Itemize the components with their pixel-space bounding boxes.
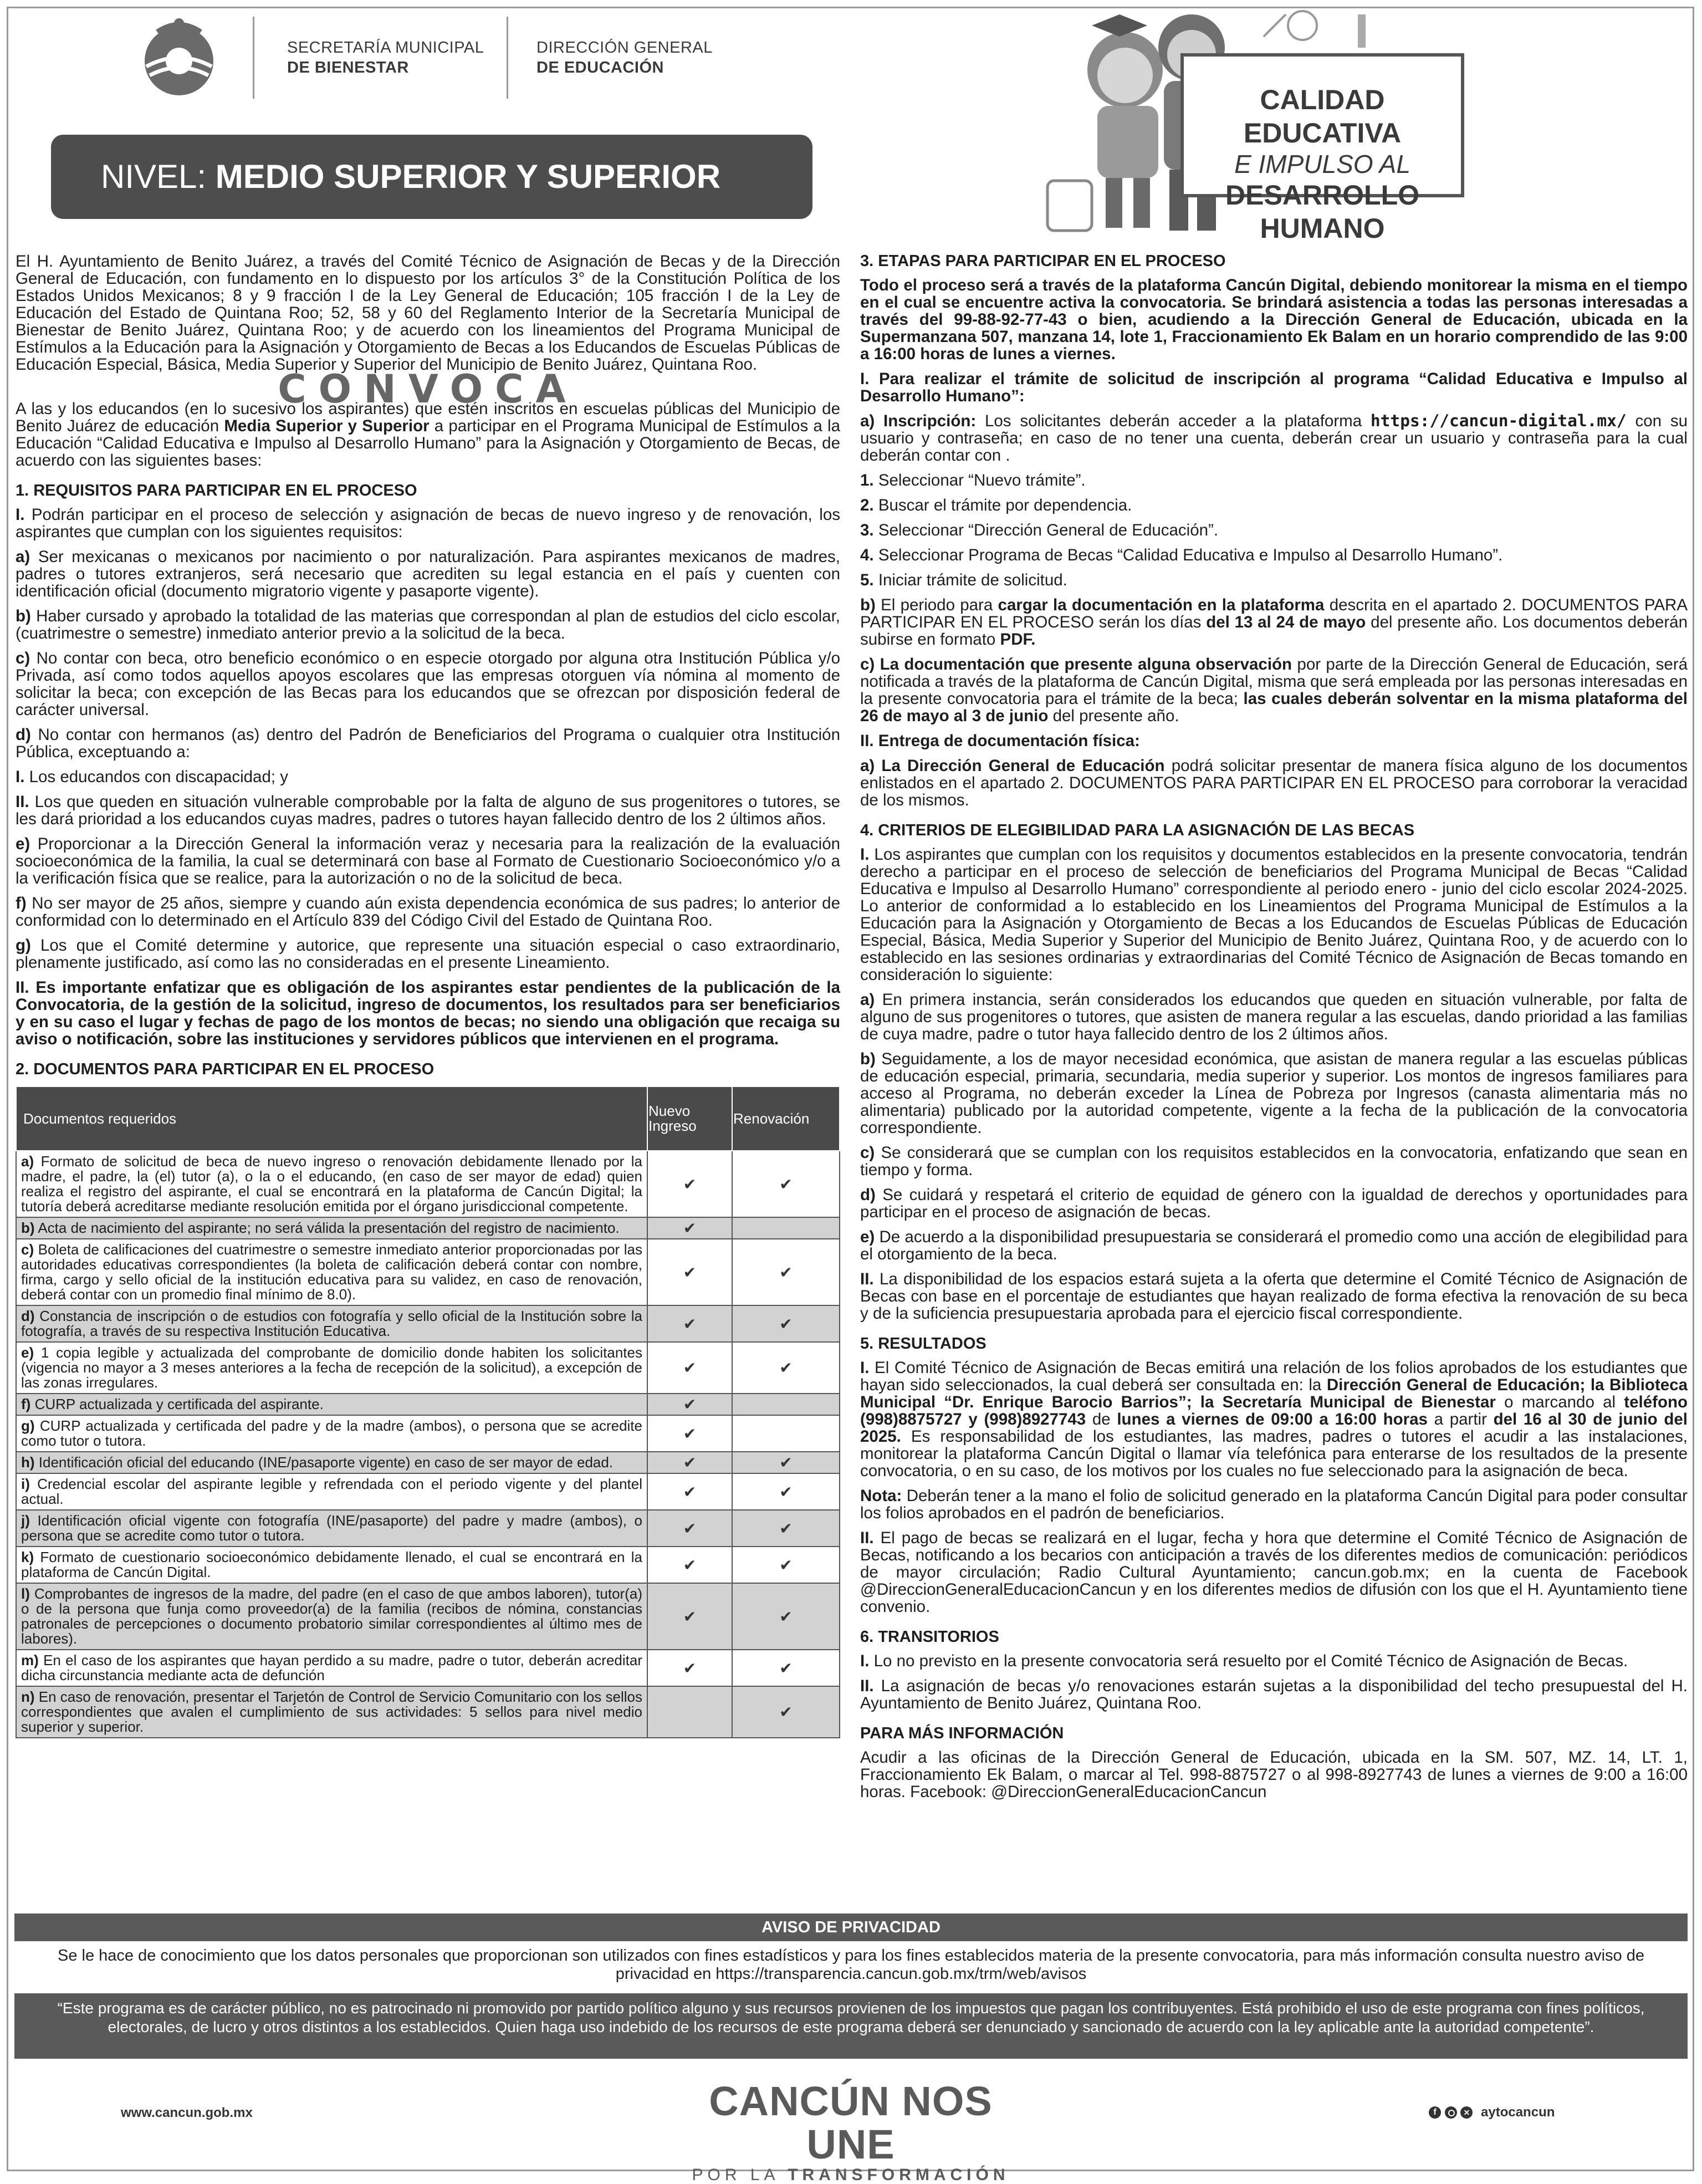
- renew-check-cell: ✔: [732, 1686, 840, 1738]
- document-cell: f) CURP actualizada y certificada del aspirante.: [16, 1394, 647, 1415]
- s1-d1: I. Los educandos con discapacidad; y: [16, 768, 289, 786]
- header-divider-2: [507, 17, 508, 99]
- table-row: [16, 1452, 840, 1473]
- s1-p1: I. Podrán participar en el proceso de selección y asignación de becas de nuevo ingreso y de renovación, los aspirantes que cumplan con los siguientes requisitos:: [16, 506, 840, 541]
- s3-a: a) Inscripción: Los solicitantes deberán acceder a la plataforma https://cancun-digital.mx/ con su usuario y contraseña; en caso de no tener una cuenta, deberán crear un usuario y contraseña para la cual deberán contar con .: [860, 411, 1688, 465]
- new-check-cell: ✔: [647, 1151, 732, 1217]
- section-5-title: 5. RESULTADOS: [860, 1335, 987, 1353]
- level-banner: [51, 135, 812, 219]
- right-column: [860, 253, 1688, 1808]
- renew-check-cell: [732, 1217, 840, 1239]
- legal-legend: “Este programa es de carácter público, no es patrocinado ni promovido por partido político alguno y sus recursos provienen de los impuestos que pagan los contribuyentes. Está prohibido el uso de este programa con fines políticos, electorales, de lucro y otros distintos a los establecidos. Quien haga uso indebido de los recursos de este programa deberá ser denunciado y sancionado de acuerdo con la ley aplicable ante la autoridad competente”.: [14, 1993, 1688, 2059]
- s1-d: d) No contar con hermanos (as) dentro del Padrón de Beneficiarios del Programa o cualquier otra Institución Pública, exceptuando a:: [16, 726, 840, 761]
- document-cell: l) Comprobantes de ingresos de la madre, del padre (en el caso de que ambos laboren), tutor(a) o de la persona que funja como proveedor(a) de la familia (recibos de nómina, constancias patronales de percepciones o documento probatorio similar correspondientes al último mes de labores).: [16, 1583, 647, 1650]
- new-check-cell: ✔: [647, 1473, 732, 1510]
- section-1-title: 1. REQUISITOS PARA PARTICIPAR EN EL PROCESO: [16, 482, 417, 499]
- s5-i: I. El Comité Técnico de Asignación de Becas emitirá una relación de los folios aprobados de los estudiantes que hayan sido seleccionados, la cual deberá ser consultada en: la Dirección General de Educación; la Biblioteca Municipal “Dr. Enrique Barocio Barrios”; la Secretaría Municipal de Bienestar o marcando al teléfono (998)8875727 y (998)8927743 de lunes a viernes de 09:00 a 16:00 horas a partir del 16 al 30 de junio del 2025. Es responsabilidad de los estudiantes, las madres, padres o tutores el acudir a las instalaciones, monitorear la plataforma Cancún Digital o llamar vía telefónica para enterarse de los resultados de la presente convocatoria, o en su caso, de los motivos por los cuales no fue seleccionado para la asignación de beca.: [860, 1359, 1688, 1480]
- s5-nota: Nota: Deberán tener a la mano el folio de solicitud generado en la plataforma Cancún Digital para poder consultar los folios aprobados en el padrón de beneficiarios.: [860, 1487, 1688, 1522]
- s3-ii-title: II. Entrega de documentación física:: [860, 732, 1140, 750]
- document-cell: j) Identificación oficial vigente con fotografía (INE/pasaporte) del padre y madre (ambos), o persona que se acredite como tutor o tutora.: [16, 1510, 647, 1547]
- section-6-title: 6. TRANSITORIOS: [860, 1628, 999, 1646]
- document-cell: a) Formato de solicitud de beca de nuevo ingreso o renovación debidamente llenado por la madre, el padre, la (el) tutor (a), o la o el educando, (en caso de ser mayor de edad) quien realiza el registro del aspirante, el cual se encontrará en la plataforma de Cancún Digital; la tutoría deberá acreditarse mediante resolución emitida por el órgano jurisdiccional competente.: [16, 1151, 647, 1217]
- section-2-title: 2. DOCUMENTOS PARA PARTICIPAR EN EL PROCESO: [16, 1060, 435, 1078]
- steps-list: [860, 472, 1688, 589]
- step-item: 1. Seleccionar “Nuevo trámite”.: [860, 471, 1086, 489]
- document-cell: g) CURP actualizada y certificada del padre y de la madre (ambos), o persona que se acredite como tutor o tutora.: [16, 1415, 647, 1452]
- s1-f: f) No ser mayor de 25 años, siempre y cuando aún exista dependencia económica de sus padres; lo anterior de conformidad con lo determinado en el Artículo 839 del Código Civil del Estado de Quintana Roo.: [16, 894, 840, 930]
- new-check-cell: ✔: [647, 1239, 732, 1305]
- s1-d2: II. Los que queden en situación vulnerable comprobable por la falta de alguno de sus progenitores o tutores, se les dará prioridad a los educandos cuyas madres, padres o tutores hayan fallecido dentro de los 2 últimos años.: [16, 793, 840, 828]
- brand-logo: [665, 2080, 1036, 2184]
- renew-check-cell: ✔: [732, 1151, 840, 1217]
- privacy-text: Se le hace de conocimiento que los datos personales que proporcionan son utilizados con fines estadísticos y para los fines establecidos materia de la presente convocatoria, para más información consulta nuestro aviso de privacidad en https://transparencia.cancun.gob.mx/trm/web/avisos: [58, 1947, 1644, 1983]
- s3-i-title: I. Para realizar el trámite de solicitud de inscripción al programa “Calidad Educativa e Impulso al Desarrollo Humano”:: [860, 370, 1688, 405]
- privacy-title-bar: AVISO DE PRIVACIDAD: [14, 1913, 1688, 1941]
- s6-i: I. Lo no previsto en la presente convocatoria será resuelto por el Comité Técnico de Asignación de Becas.: [860, 1652, 1628, 1670]
- intro-paragraph: El H. Ayuntamiento de Benito Juárez, a través del Comité Técnico de Asignación de Becas y de la Dirección General de Educación, con fundamento en lo dispuesto por los artículos 3° de la Constitución Política de los Estados Unidos Mexicanos; 8 y 9 fracción I de la Ley General de Educación; 105 fracción I de la Ley de Educación del Estado de Quintana Roo; 52, 58 y 60 del Reglamento Interior de la Secretaría Municipal de Bienestar de Benito Juárez, Quintana Roo; y de acuerdo con los lineamientos del Programa Municipal de Estímulos a la Educación para la Asignación y Otorgamiento de Becas a los Educandos de Escuelas Públicas de Educación Especial, Básica, Media Superior y Superior del Municipio de Benito Juárez, Quintana Roo.: [16, 252, 840, 374]
- s1-g: g) Los que el Comité determine y autorice, que represente una situación especial o caso extraordinario, plenamente justificado, así como las no consideradas en el presente Lineamiento.: [16, 936, 840, 972]
- table-row: [16, 1217, 840, 1239]
- documents-table: [16, 1086, 840, 1738]
- municipal-logo: [135, 16, 223, 96]
- platform-link[interactable]: https://cancun-digital.mx/: [1370, 411, 1627, 430]
- table-row: [16, 1583, 840, 1650]
- renew-check-cell: [732, 1415, 840, 1452]
- document-cell: m) En el caso de los aspirantes que hayan perdido a su madre, padre o tutor, deberán acreditar dicha circunstancia mediante acta de defunción: [16, 1650, 647, 1686]
- document-cell: h) Identificación oficial del educando (INE/pasaporte vigente) en caso de ser mayor de edad.: [16, 1452, 647, 1473]
- social-handle[interactable]: aytocancun: [1481, 2104, 1555, 2120]
- social-links: [1429, 2104, 1555, 2120]
- renew-check-cell: ✔: [732, 1342, 840, 1394]
- step-item: 3. Seleccionar “Dirección General de Educación”.: [860, 521, 1219, 539]
- table-row: [16, 1415, 840, 1452]
- s4-d: d) Se cuidará y respetará el criterio de equidad de género con la igualdad de derechos y oportunidades para participar en el proceso de asignación de becas.: [860, 1186, 1688, 1221]
- table-row: [16, 1686, 840, 1738]
- renew-check-cell: ✔: [732, 1510, 840, 1547]
- step-item: 2. Buscar el trámite por dependencia.: [860, 496, 1132, 514]
- s6-ii: II. La asignación de becas y/o renovaciones estarán sujetas a la disponibilidad del techo presupuestal del H. Ayuntamiento de Benito Juárez, Quintana Roo.: [860, 1677, 1688, 1712]
- step-item: 4. Seleccionar Programa de Becas “Calidad Educativa e Impulso al Desarrollo Humano”.: [860, 546, 1503, 564]
- renew-check-cell: ✔: [732, 1305, 840, 1342]
- new-check-cell: ✔: [647, 1305, 732, 1342]
- new-check-cell: ✔: [647, 1583, 732, 1650]
- document-cell: n) En caso de renovación, presentar el Tarjetón de Control de Servicio Comunitario con los sellos correspondientes que avalen el cumplimiento de sus actividades: 5 sellos para nivel medio superior y superior.: [16, 1686, 647, 1738]
- s5-ii: II. El pago de becas se realizará en el lugar, fecha y hora que determine el Comité Técnico de Asignación de Becas, notificando a los becarios con anticipación a través de los diferentes medios de comunicación: periódicos de mayor circulación; Radio Cultural Ayuntamiento; cancun.gob.mx; en la cuenta de Facebook @DireccionGeneralEducacionCancun y en los diferentes medios de difusión con los que el H. Ayuntamiento tiene convenio.: [860, 1529, 1688, 1616]
- new-check-cell: ✔: [647, 1510, 732, 1547]
- document-cell: b) Acta de nacimiento del aspirante; no será válida la presentación del registro de nacimiento.: [16, 1217, 647, 1239]
- table-row: [16, 1510, 840, 1547]
- section-4-title: 4. CRITERIOS DE ELEGIBILIDAD PARA LA ASIGNACIÓN DE LAS BECAS: [860, 821, 1415, 839]
- new-check-cell: ✔: [647, 1342, 732, 1394]
- renew-check-cell: ✔: [732, 1239, 840, 1305]
- col-documents: Documentos requeridos: [16, 1086, 647, 1151]
- section-3-title: 3. ETAPAS PARA PARTICIPAR EN EL PROCESO: [860, 252, 1226, 270]
- s4-ii: II. La disponibilidad de los espacios estará sujeta a la oferta que determine el Comité Técnico de Asignación de Becas con base en el porcentaje de estudiantes que hayan realizado de forma efectiva la renovación de su beca y de la suficiencia presupuestaria aprobada para el ejercicio fiscal correspondiente.: [860, 1270, 1688, 1323]
- new-check-cell: ✔: [647, 1650, 732, 1686]
- document-cell: i) Credencial escolar del aspirante legible y refrendada con el periodo vigente y del plantel actual.: [16, 1473, 647, 1510]
- document-cell: c) Boleta de calificaciones del cuatrimestre o semestre inmediato anterior proporcionadas por las autoridades educativas correspondientes (la boleta de calificación deberá contar con nombre, firma, cargo y sello oficial de la institución educativa para su validez, en caso de renovación, deberá contar con un promedio final mínimo de 8.0).: [16, 1239, 647, 1305]
- brand-title: CANCÚN NOS UNE: [709, 2078, 993, 2167]
- s1-e: e) Proporcionar a la Dirección General la información veraz y necesaria para la realización de la evaluación socioeconómica de la familia, la cual se determinará con base al Formato de Cuestionario Socioeconómico y/o a la verificación física que se realice, para la autorización o no de la solicitud de beca.: [16, 835, 841, 887]
- s3-intro: Todo el proceso será a través de la plataforma Cancún Digital, debiendo monitorear la misma en el tiempo en el cual se encuentre activa la convocatoria. Se brindará asistencia a todas las personas interesadas a través del 99-88-92-77-43 o bien, acudiendo a la Dirección General de Educación, ubicada en la Supermanzana 507, manzana 14, lote 1, Fraccionamiento Ek Balam en un horario comprendido de las 9:00 a 16:00 horas de lunes a viernes.: [860, 276, 1688, 363]
- renew-check-cell: ✔: [732, 1650, 840, 1686]
- document-cell: e) 1 copia legible y actualizada del comprobante de domicilio donde habiten los solicitantes (vigencia no mayor a 3 meses anteriores a la fecha de recepción de la solicitud), a excepción de las zonas irregulares.: [16, 1342, 647, 1394]
- table-row: [16, 1473, 840, 1510]
- renew-check-cell: ✔: [732, 1473, 840, 1510]
- s3-ii: a) La Dirección General de Educación podrá solicitar presentar de manera física alguno de los documentos enlistados en el apartado 2. DOCUMENTOS PARA PARTICIPAR EN EL PROCESO para corroborar la veracidad de los mismos.: [860, 757, 1688, 809]
- col-new: Nuevo Ingreso: [647, 1086, 732, 1151]
- more-info-text: Acudir a las oficinas de la Dirección General de Educación, ubicada en la SM. 507, MZ. 14, LT. 1, Fraccionamiento Ek Balam, o marcar al Tel. 998-8875727 o al 998-8927743 de lunes a viernes de 9:00 a 16:00 horas. Facebook: @DireccionGeneralEducacionCancun: [860, 1748, 1688, 1801]
- new-check-cell: ✔: [647, 1452, 732, 1473]
- x-icon[interactable]: ✕: [1460, 2106, 1473, 2119]
- new-check-cell: ✔: [647, 1415, 732, 1452]
- facebook-icon[interactable]: f: [1429, 2106, 1441, 2119]
- left-column: [16, 253, 840, 1738]
- table-row: [16, 1650, 840, 1686]
- level-prefix: NIVEL:: [101, 158, 207, 195]
- brand-subtitle: POR LA TRANSFORMACIÓN: [692, 2166, 1010, 2184]
- more-info-title: PARA MÁS INFORMACIÓN: [860, 1724, 1064, 1742]
- new-check-cell: ✔: [647, 1394, 732, 1415]
- s1-p2: II. Es importante enfatizar que es obligación de los aspirantes estar pendientes de la publicación de la Convocatoria, de la gestión de la solicitud, ingreso de documentos, los resultados para ser beneficiarios y en su caso el lugar y fechas de pago de los montos de becas; no siendo una obligación que recaiga su aviso o notificación, sobre las instituciones y servidores públicos que intervienen en el programa.: [16, 978, 840, 1048]
- renew-check-cell: [732, 1394, 840, 1415]
- table-row: [16, 1151, 840, 1217]
- s4-i: I. Los aspirantes que cumplan con los requisitos y documentos establecidos en la presente convocatoria, tendrán derecho a participar en el proceso de selección de beneficiarios del Programa Municipal de Becas “Calidad Educativa e Impulso al Desarrollo Humano” correspondiente al periodo enero - junio del ciclo escolar 2024-2025. Lo anterior de conformidad a lo establecido en los Lineamientos del Programa Municipal de Estímulos a la Educación para la Asignación y Otorgamiento de Becas a los Educandos de Escuelas Públicas de Educación Especial, Básica, Media Superior y Superior del Municipio de Benito Juárez, Quintana Roo, y de acuerdo con lo establecido en las sesiones ordinarias y extraordinarias del Comité Técnico de Asignación de Becas tomando en consideración lo siguiente:: [860, 845, 1688, 984]
- s4-e: e) De acuerdo a la disponibilidad presupuestaria se considerará el promedio como una acción de elegibilidad para el otorgamiento de la beca.: [860, 1228, 1688, 1263]
- new-check-cell: ✔: [647, 1547, 732, 1583]
- program-badge: CALIDAD EDUCATIVA E IMPULSO AL DESARROLLO HUMANO: [1180, 53, 1464, 197]
- s4-c: c) Se considerará que se cumplan con los requisitos establecidos en la convocatoria, enfatizando que sean en tiempo y forma.: [860, 1144, 1688, 1179]
- documents-table-body: [16, 1151, 840, 1738]
- s3-b: b) El periodo para cargar la documentación en la plataforma descrita en el apartado 2. DOCUMENTOS PARA PARTICIPAR EN EL PROCESO serán los días del 13 al 24 de mayo del presente año. Los documentos deberán subirse en formato PDF.: [860, 596, 1688, 649]
- secretaria-label: SECRETARÍA MUNICIPAL DE BIENESTAR: [287, 39, 484, 76]
- s4-a: a) En primera instancia, serán considerados los educandos que queden en situación vulnerable, por falta de alguno de sus progenitores o tutores, que asisten de manera regular a las escuelas, dando prioridad a las familias de cuya madre, padre o tutor haya fallecido dentro de los 2 últimos años.: [860, 991, 1688, 1043]
- table-row: [16, 1239, 840, 1305]
- convoca-heading: CONVOCA: [278, 366, 578, 412]
- header-divider-1: [253, 17, 254, 99]
- table-row: [16, 1394, 840, 1415]
- new-check-cell: ✔: [647, 1217, 732, 1239]
- s3-c: c) La documentación que presente alguna observación por parte de la Dirección General de Educación, será notificada a través de la plataforma de Cancún Digital, misma que será empleada por las personas interesadas en la presente convocatoria para el trámite de la beca; las cuales deberán solventar en la misma plataforma del 26 de mayo al 3 de junio del presente año.: [860, 655, 1688, 725]
- step-item: 5. Iniciar trámite de solicitud.: [860, 571, 1067, 589]
- convoca-paragraph: A las y los educandos (en lo sucesivo los aspirantes) que estén inscritos en escuelas públicas del Municipio de Benito Juárez de educación Media Superior y Superior a participar en el Programa Municipal de Estímulos a la Educación “Calidad Educativa e Impulso al Desarrollo Humano” para la Asignación y Otorgamiento de Becas, de acuerdo con las siguientes bases:: [16, 400, 840, 470]
- s4-b: b) Seguidamente, a los de mayor necesidad económica, que asistan de manera regular a las escuelas públicas de educación especial, primaria, secundaria, media superior y superior. Los montos de ingresos familiares para acceso al Programa, no deberán exceder la Línea de Pobreza por Ingresos (canasta alimentaria más no alimentaria) publicado por la autoridad competente, vigente a la fecha de la publicación de la convocatoria correspondiente.: [860, 1050, 1688, 1137]
- direccion-label: DIRECCIÓN GENERAL DE EDUCACIÓN: [536, 39, 713, 76]
- table-row: [16, 1342, 840, 1394]
- new-check-cell: [647, 1686, 732, 1738]
- s1-c: c) No contar con beca, otro beneficio económico o en especie otorgado por alguna otra Institución Pública y/o Privada, así como todos aquellos apoyos escolares que las empresas otorguen vía nómina al momento de solicitar la beca; con excepción de las Becas para los educandos que se ofrezcan por disposición federal de carácter universal.: [16, 649, 840, 719]
- website-link[interactable]: www.cancun.gob.mx: [121, 2105, 253, 2120]
- document-cell: d) Constancia de inscripción o de estudios con fotografía y sello oficial de la Institución sobre la fotografía, a través de su respectiva Institución Educativa.: [16, 1305, 647, 1342]
- renew-check-cell: ✔: [732, 1547, 840, 1583]
- renew-check-cell: ✔: [732, 1452, 840, 1473]
- col-renew: Renovación: [732, 1086, 840, 1151]
- document-cell: k) Formato de cuestionario socioeconómico debidamente llenado, el cual se encontrará en la plataforma de Cancún Digital.: [16, 1547, 647, 1583]
- s1-a: a) Ser mexicanas o mexicanos por nacimiento o por naturalización. Para aspirantes mexicanos de madres, padres o tutores extranjeros, será necesario que acrediten su legal estancia en el país y cuenten con identificación oficial (documento migratorio vigente y pasaporte vigente).: [16, 548, 840, 600]
- table-row: [16, 1305, 840, 1342]
- instagram-icon[interactable]: [1445, 2106, 1457, 2119]
- table-row: [16, 1547, 840, 1583]
- level-name: MEDIO SUPERIOR Y SUPERIOR: [215, 158, 721, 195]
- renew-check-cell: ✔: [732, 1583, 840, 1650]
- s1-b: b) Haber cursado y aprobado la totalidad de las materias que correspondan al plan de estudios del ciclo escolar, (cuatrimestre o semestre) inmediato anterior previo a la solicitud de la beca.: [16, 607, 840, 642]
